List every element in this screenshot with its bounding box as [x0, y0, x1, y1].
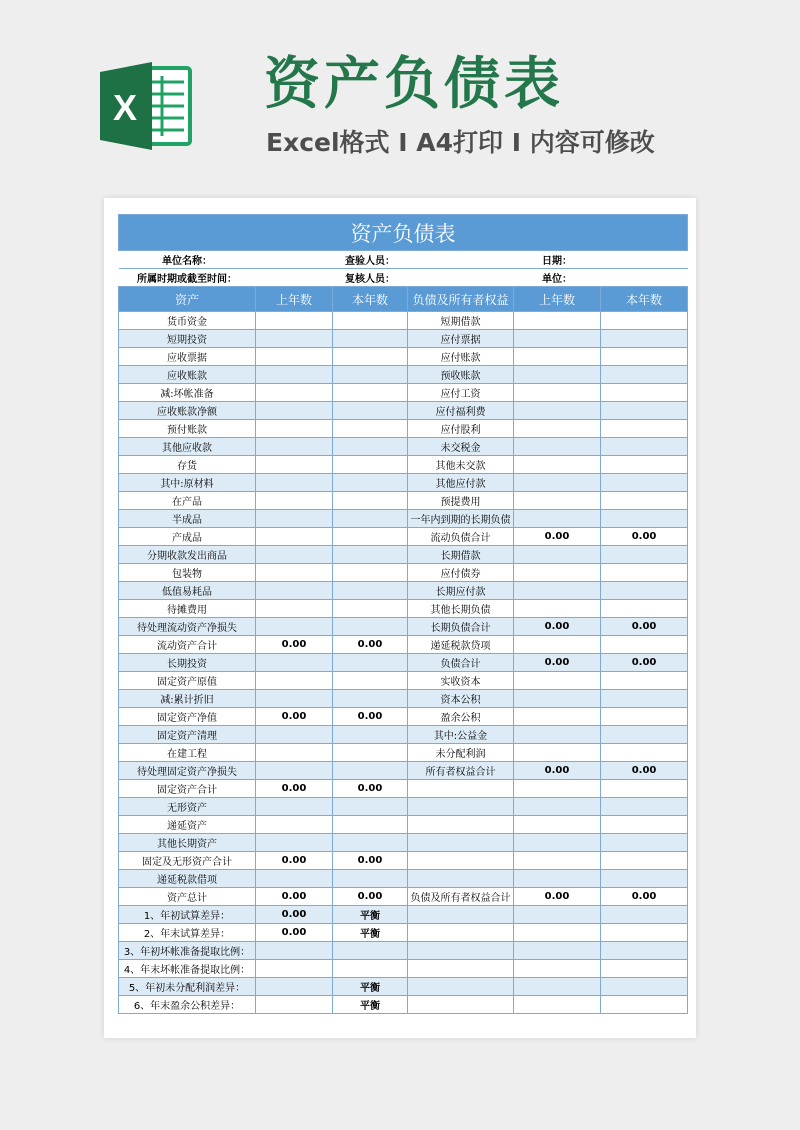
table-cell[interactable] — [514, 546, 601, 564]
table-cell[interactable] — [514, 600, 601, 618]
table-cell[interactable] — [514, 456, 601, 474]
table-cell[interactable] — [256, 492, 333, 510]
checker-label: 查验人员： — [333, 251, 408, 269]
table-cell[interactable]: 2、年末试算差异： — [119, 924, 256, 942]
table-cell[interactable]: 包装物 — [119, 564, 256, 582]
table-cell[interactable] — [256, 960, 333, 978]
table-cell[interactable] — [408, 942, 514, 960]
reviewer-value[interactable] — [408, 269, 514, 287]
table-cell[interactable] — [514, 420, 601, 438]
table-cell[interactable]: 0.00 — [333, 888, 408, 906]
table-cell[interactable]: 实收资本 — [408, 672, 514, 690]
table-cell[interactable] — [601, 384, 688, 402]
table-cell[interactable] — [601, 906, 688, 924]
table-cell[interactable]: 盈余公积 — [408, 708, 514, 726]
table-cell[interactable]: 4、年末坏帐准备提取比例： — [119, 960, 256, 978]
table-cell[interactable] — [333, 312, 408, 330]
table-cell[interactable]: 其他应付款 — [408, 474, 514, 492]
table-cell[interactable]: 应收票据 — [119, 348, 256, 366]
table-cell[interactable]: 0.00 — [333, 852, 408, 870]
table-cell[interactable] — [601, 924, 688, 942]
table-cell[interactable] — [256, 384, 333, 402]
table-cell[interactable]: 0.00 — [514, 762, 601, 780]
table-cell[interactable] — [333, 672, 408, 690]
table-row — [119, 384, 688, 402]
table-cell[interactable] — [601, 456, 688, 474]
table-cell[interactable] — [601, 312, 688, 330]
table-cell[interactable] — [601, 708, 688, 726]
table-cell[interactable] — [333, 870, 408, 888]
table-cell[interactable]: 3、年初坏帐准备提取比例： — [119, 942, 256, 960]
table-cell[interactable] — [514, 978, 601, 996]
table-cell[interactable] — [256, 744, 333, 762]
table-row — [119, 960, 688, 978]
table-cell[interactable] — [601, 600, 688, 618]
table-row — [119, 330, 688, 348]
table-cell[interactable] — [601, 510, 688, 528]
table-cell[interactable]: 预提费用 — [408, 492, 514, 510]
table-cell[interactable] — [256, 762, 333, 780]
table-cell[interactable] — [256, 546, 333, 564]
table-cell[interactable]: 0.00 — [333, 708, 408, 726]
table-cell[interactable]: 应付票据 — [408, 330, 514, 348]
table-cell[interactable]: 减:坏帐准备 — [119, 384, 256, 402]
table-cell[interactable] — [333, 528, 408, 546]
table-cell[interactable] — [333, 438, 408, 456]
checker-value[interactable] — [408, 251, 514, 269]
table-cell[interactable]: 应付债券 — [408, 564, 514, 582]
table-cell[interactable] — [514, 708, 601, 726]
table-row — [119, 888, 688, 906]
table-cell[interactable] — [333, 330, 408, 348]
table-row — [119, 798, 688, 816]
table-cell[interactable] — [333, 654, 408, 672]
table-cell[interactable] — [333, 546, 408, 564]
table-cell[interactable] — [333, 348, 408, 366]
table-cell[interactable]: 低值易耗品 — [119, 582, 256, 600]
table-cell[interactable]: 长期应付款 — [408, 582, 514, 600]
table-cell[interactable] — [601, 780, 688, 798]
date-label: 日期： — [514, 251, 601, 269]
table-row — [119, 780, 688, 798]
table-cell[interactable] — [256, 672, 333, 690]
table-cell[interactable] — [256, 438, 333, 456]
table-row — [119, 726, 688, 744]
table-row — [119, 672, 688, 690]
table-cell[interactable]: 其他未交款 — [408, 456, 514, 474]
table-row — [119, 978, 688, 996]
table-cell[interactable] — [408, 960, 514, 978]
table-cell[interactable]: 负债合计 — [408, 654, 514, 672]
table-row — [119, 690, 688, 708]
table-cell[interactable]: 未交税金 — [408, 438, 514, 456]
reviewer-label: 复核人员： — [333, 269, 408, 287]
table-cell[interactable] — [333, 564, 408, 582]
table-cell[interactable] — [514, 816, 601, 834]
table-row — [119, 564, 688, 582]
table-row — [119, 402, 688, 420]
table-cell[interactable]: 平衡 — [333, 906, 408, 924]
table-cell[interactable] — [601, 978, 688, 996]
table-row — [119, 546, 688, 564]
table-cell[interactable] — [256, 582, 333, 600]
table-row — [119, 636, 688, 654]
table-cell[interactable] — [256, 816, 333, 834]
table-cell[interactable]: 其他长期资产 — [119, 834, 256, 852]
table-cell[interactable]: 负债及所有者权益合计 — [408, 888, 514, 906]
table-cell[interactable]: 应收账款净额 — [119, 402, 256, 420]
table-cell[interactable] — [256, 942, 333, 960]
table-row — [119, 456, 688, 474]
balance-sheet-document — [104, 198, 696, 1038]
table-cell[interactable] — [256, 330, 333, 348]
table-row — [119, 996, 688, 1014]
table-cell[interactable] — [256, 366, 333, 384]
table-row — [119, 852, 688, 870]
table-cell[interactable] — [514, 492, 601, 510]
unit-name-label: 单位名称： — [119, 251, 256, 269]
table-row — [119, 834, 688, 852]
col-header-liabilities: 负债及所有者权益 — [408, 287, 514, 312]
table-cell[interactable]: 应付工资 — [408, 384, 514, 402]
table-cell[interactable] — [333, 402, 408, 420]
table-cell[interactable]: 固定资产原值 — [119, 672, 256, 690]
table-row — [119, 366, 688, 384]
table-cell[interactable] — [333, 492, 408, 510]
table-cell[interactable]: 固定资产净值 — [119, 708, 256, 726]
table-cell[interactable] — [514, 474, 601, 492]
table-cell[interactable] — [601, 420, 688, 438]
table-cell[interactable]: 0.00 — [601, 528, 688, 546]
table-cell[interactable] — [514, 834, 601, 852]
table-cell[interactable] — [333, 618, 408, 636]
table-cell[interactable]: 应收账款 — [119, 366, 256, 384]
table-cell[interactable] — [333, 798, 408, 816]
table-cell[interactable]: 0.00 — [256, 924, 333, 942]
table-cell[interactable]: 预收账款 — [408, 366, 514, 384]
table-cell[interactable]: 0.00 — [514, 618, 601, 636]
table-cell[interactable]: 0.00 — [514, 654, 601, 672]
table-cell[interactable] — [256, 654, 333, 672]
table-cell[interactable]: 分期收款发出商品 — [119, 546, 256, 564]
table-row — [119, 582, 688, 600]
table-row — [119, 438, 688, 456]
table-cell[interactable]: 存货 — [119, 456, 256, 474]
table-cell[interactable] — [514, 726, 601, 744]
table-cell[interactable] — [408, 816, 514, 834]
table-cell[interactable] — [514, 348, 601, 366]
table-cell[interactable] — [601, 348, 688, 366]
table-row — [119, 528, 688, 546]
table-row — [119, 744, 688, 762]
table-row — [119, 816, 688, 834]
table-cell[interactable] — [514, 924, 601, 942]
table-cell[interactable] — [514, 402, 601, 420]
table-cell[interactable]: 产成品 — [119, 528, 256, 546]
col-header-this-year-2: 本年数 — [601, 287, 688, 312]
table-cell[interactable] — [601, 546, 688, 564]
table-cell[interactable]: 平衡 — [333, 996, 408, 1014]
table-cell[interactable] — [514, 510, 601, 528]
table-cell[interactable] — [514, 582, 601, 600]
table-cell[interactable] — [256, 978, 333, 996]
table-cell[interactable]: 0.00 — [601, 762, 688, 780]
table-cell[interactable] — [601, 564, 688, 582]
table-cell[interactable]: 0.00 — [256, 852, 333, 870]
table-cell[interactable] — [514, 636, 601, 654]
table-cell[interactable] — [333, 834, 408, 852]
table-cell[interactable]: 0.00 — [601, 618, 688, 636]
table-cell[interactable] — [601, 438, 688, 456]
table-cell[interactable] — [333, 510, 408, 528]
table-cell[interactable]: 流动资产合计 — [119, 636, 256, 654]
table-cell[interactable]: 其中:原材料 — [119, 474, 256, 492]
table-cell[interactable]: 0.00 — [601, 888, 688, 906]
table-cell[interactable] — [408, 924, 514, 942]
table-cell[interactable] — [256, 402, 333, 420]
table-cell[interactable]: 货币资金 — [119, 312, 256, 330]
table-cell[interactable] — [333, 420, 408, 438]
table-cell[interactable]: 0.00 — [333, 780, 408, 798]
unit-name-value[interactable] — [256, 251, 333, 269]
table-cell[interactable]: 0.00 — [514, 888, 601, 906]
table-row — [119, 942, 688, 960]
table-cell[interactable] — [333, 942, 408, 960]
table-cell[interactable] — [601, 690, 688, 708]
table-cell[interactable] — [601, 366, 688, 384]
table-cell[interactable]: 一年内到期的长期负债 — [408, 510, 514, 528]
table-cell[interactable] — [333, 690, 408, 708]
unit-label: 单位： — [514, 269, 601, 287]
table-cell[interactable] — [333, 582, 408, 600]
table-cell[interactable] — [601, 960, 688, 978]
table-row — [119, 312, 688, 330]
table-cell[interactable] — [514, 852, 601, 870]
sheet-title: 资产负债表 — [119, 215, 688, 251]
table-cell[interactable]: 5、年初未分配利润差异： — [119, 978, 256, 996]
table-cell[interactable] — [256, 456, 333, 474]
table-cell[interactable]: 流动负债合计 — [408, 528, 514, 546]
table-cell[interactable] — [333, 960, 408, 978]
table-cell[interactable] — [256, 528, 333, 546]
table-cell[interactable] — [256, 726, 333, 744]
table-row — [119, 348, 688, 366]
table-row — [119, 708, 688, 726]
table-cell[interactable] — [256, 564, 333, 582]
balance-sheet-table — [118, 214, 688, 1014]
table-cell[interactable]: 固定及无形资产合计 — [119, 852, 256, 870]
table-cell[interactable]: 长期借款 — [408, 546, 514, 564]
table-cell[interactable] — [408, 834, 514, 852]
table-cell[interactable] — [601, 798, 688, 816]
table-cell[interactable]: 固定资产清理 — [119, 726, 256, 744]
table-cell[interactable]: 递延资产 — [119, 816, 256, 834]
table-cell[interactable]: 0.00 — [514, 528, 601, 546]
table-cell[interactable]: 0.00 — [256, 708, 333, 726]
col-header-assets: 资产 — [119, 287, 256, 312]
table-cell[interactable]: 待摊费用 — [119, 600, 256, 618]
table-row — [119, 492, 688, 510]
table-cell[interactable]: 1、年初试算差异： — [119, 906, 256, 924]
table-cell[interactable] — [256, 600, 333, 618]
table-cell[interactable]: 0.00 — [256, 636, 333, 654]
table-cell[interactable] — [514, 744, 601, 762]
table-cell[interactable] — [256, 798, 333, 816]
table-row — [119, 510, 688, 528]
table-cell[interactable]: 所有者权益合计 — [408, 762, 514, 780]
table-cell[interactable] — [256, 690, 333, 708]
col-header-this-year: 本年数 — [333, 287, 408, 312]
page-subtitle: Excel格式 I A4打印 I 内容可修改 — [266, 128, 655, 157]
table-cell[interactable] — [601, 852, 688, 870]
table-cell[interactable] — [514, 996, 601, 1014]
table-cell[interactable] — [601, 942, 688, 960]
table-cell[interactable] — [514, 942, 601, 960]
table-cell[interactable]: 平衡 — [333, 924, 408, 942]
table-cell[interactable] — [408, 852, 514, 870]
table-row — [119, 474, 688, 492]
table-cell[interactable]: 6、年末盈余公积差异： — [119, 996, 256, 1014]
table-cell[interactable] — [514, 438, 601, 456]
table-cell[interactable] — [256, 474, 333, 492]
table-cell[interactable] — [601, 744, 688, 762]
table-cell[interactable]: 0.00 — [256, 888, 333, 906]
unit-value[interactable] — [601, 269, 688, 287]
table-cell[interactable] — [601, 636, 688, 654]
col-header-prev-year-2: 上年数 — [514, 287, 601, 312]
table-cell[interactable] — [256, 420, 333, 438]
table-cell[interactable] — [514, 564, 601, 582]
period-value[interactable] — [256, 269, 333, 287]
table-cell[interactable]: 其中:公益金 — [408, 726, 514, 744]
table-cell[interactable]: 其他应收款 — [119, 438, 256, 456]
table-cell[interactable] — [333, 366, 408, 384]
table-row — [119, 924, 688, 942]
table-cell[interactable] — [333, 816, 408, 834]
period-label: 所属时期或截至时间： — [119, 269, 256, 287]
table-cell[interactable] — [601, 672, 688, 690]
table-cell[interactable]: 其他长期负债 — [408, 600, 514, 618]
table-row — [119, 618, 688, 636]
table-cell[interactable] — [333, 384, 408, 402]
table-cell[interactable] — [256, 834, 333, 852]
table-row — [119, 870, 688, 888]
table-cell[interactable] — [601, 402, 688, 420]
table-cell[interactable] — [514, 384, 601, 402]
table-cell[interactable] — [514, 312, 601, 330]
table-cell[interactable]: 0.00 — [256, 780, 333, 798]
table-cell[interactable] — [601, 816, 688, 834]
table-cell[interactable] — [601, 474, 688, 492]
table-cell[interactable]: 长期负债合计 — [408, 618, 514, 636]
table-cell[interactable] — [408, 996, 514, 1014]
table-cell[interactable] — [514, 960, 601, 978]
table-cell[interactable] — [408, 780, 514, 798]
table-cell[interactable] — [601, 492, 688, 510]
table-cell[interactable]: 资本公积 — [408, 690, 514, 708]
table-cell[interactable] — [514, 690, 601, 708]
table-cell[interactable] — [256, 510, 333, 528]
table-cell[interactable]: 0.00 — [256, 906, 333, 924]
table-cell[interactable]: 资产总计 — [119, 888, 256, 906]
table-cell[interactable]: 减:累计折旧 — [119, 690, 256, 708]
table-cell[interactable]: 应付账款 — [408, 348, 514, 366]
table-cell[interactable] — [408, 906, 514, 924]
date-value[interactable] — [601, 251, 688, 269]
table-row — [119, 762, 688, 780]
table-cell[interactable]: 平衡 — [333, 978, 408, 996]
table-cell[interactable] — [514, 330, 601, 348]
table-cell[interactable] — [333, 762, 408, 780]
table-cell[interactable]: 长期投资 — [119, 654, 256, 672]
table-row — [119, 906, 688, 924]
table-cell[interactable]: 应付福利费 — [408, 402, 514, 420]
col-header-prev-year: 上年数 — [256, 287, 333, 312]
page-title: 资产负债表 — [264, 52, 564, 117]
table-cell[interactable] — [601, 996, 688, 1014]
table-cell[interactable] — [601, 726, 688, 744]
table-cell[interactable] — [514, 672, 601, 690]
table-cell[interactable]: 待处理固定资产净损失 — [119, 762, 256, 780]
table-cell[interactable] — [514, 906, 601, 924]
table-row — [119, 600, 688, 618]
table-cell[interactable]: 半成品 — [119, 510, 256, 528]
table-cell[interactable]: 递延税款贷项 — [408, 636, 514, 654]
table-cell[interactable]: 0.00 — [601, 654, 688, 672]
excel-logo-letter: X — [112, 87, 138, 128]
table-cell[interactable]: 递延税款借项 — [119, 870, 256, 888]
table-cell[interactable] — [333, 600, 408, 618]
table-cell[interactable] — [408, 798, 514, 816]
table-cell[interactable]: 固定资产合计 — [119, 780, 256, 798]
table-cell[interactable] — [514, 366, 601, 384]
table-cell[interactable]: 待处理流动资产净损失 — [119, 618, 256, 636]
table-cell[interactable] — [256, 348, 333, 366]
table-cell[interactable] — [408, 978, 514, 996]
table-cell[interactable]: 在建工程 — [119, 744, 256, 762]
table-cell[interactable] — [333, 474, 408, 492]
table-row — [119, 654, 688, 672]
table-cell[interactable] — [256, 870, 333, 888]
table-cell[interactable] — [256, 996, 333, 1014]
table-cell[interactable] — [601, 870, 688, 888]
table-cell[interactable] — [514, 780, 601, 798]
table-cell[interactable]: 在产品 — [119, 492, 256, 510]
table-cell[interactable] — [601, 582, 688, 600]
table-cell[interactable] — [514, 798, 601, 816]
table-cell[interactable] — [333, 744, 408, 762]
table-cell[interactable] — [333, 726, 408, 744]
table-cell[interactable] — [514, 870, 601, 888]
table-cell[interactable]: 无形资产 — [119, 798, 256, 816]
table-cell[interactable]: 短期投资 — [119, 330, 256, 348]
excel-logo-icon — [100, 58, 192, 154]
table-cell[interactable] — [601, 834, 688, 852]
table-row — [119, 420, 688, 438]
table-cell[interactable] — [256, 618, 333, 636]
table-cell[interactable] — [408, 870, 514, 888]
table-cell[interactable] — [256, 312, 333, 330]
table-cell[interactable]: 应付股利 — [408, 420, 514, 438]
table-cell[interactable]: 0.00 — [333, 636, 408, 654]
table-cell[interactable] — [601, 330, 688, 348]
table-cell[interactable] — [333, 456, 408, 474]
table-cell[interactable]: 未分配利润 — [408, 744, 514, 762]
table-cell[interactable]: 预付账款 — [119, 420, 256, 438]
table-cell[interactable]: 短期借款 — [408, 312, 514, 330]
